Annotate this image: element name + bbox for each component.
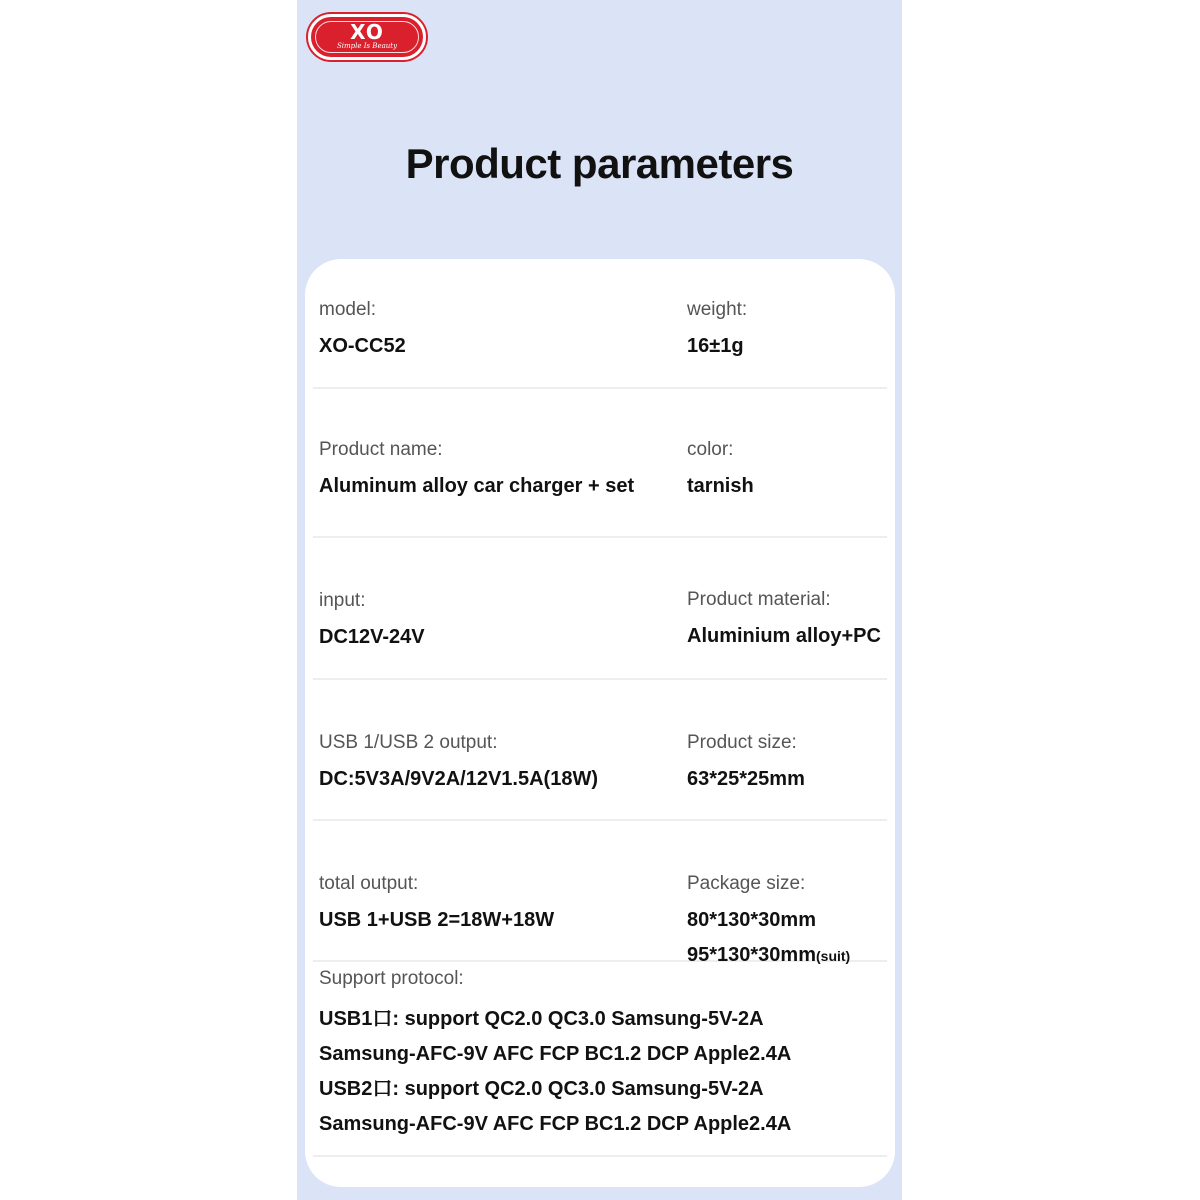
param-weight [687, 299, 907, 358]
param-value-suit-size: 95*130*30mm [687, 944, 816, 966]
param-label: Product size: [687, 732, 797, 753]
logo-tagline: Simple Is Beauty [336, 42, 398, 50]
param-product-size [687, 732, 907, 791]
protocol-line: Samsung-AFC-9V AFC FCP BC1.2 DCP Apple2.4A [319, 1113, 792, 1135]
param-color [687, 439, 907, 498]
param-value-suit [687, 943, 907, 968]
param-row-input [313, 538, 887, 680]
parameters-card [305, 259, 895, 1187]
param-value: Aluminum alloy car charger + set [319, 475, 635, 497]
param-value: DC:5V3A/9V2A/12V1.5A(18W) [319, 768, 598, 790]
param-total-output [319, 873, 679, 932]
protocol-line: USB1口: support QC2.0 QC3.0 Samsung-5V-2A [319, 1008, 764, 1030]
param-label: weight: [687, 299, 748, 320]
param-label: USB 1/USB 2 output: [319, 732, 498, 753]
protocol-line: USB2口: support QC2.0 QC3.0 Samsung-5V-2A [319, 1078, 764, 1100]
suit-note: (suit) [816, 948, 851, 964]
param-value: USB 1+USB 2=18W+18W [319, 909, 555, 931]
param-label: model: [319, 299, 377, 320]
param-package-size [687, 873, 907, 968]
protocol-label: Support protocol: [319, 968, 464, 989]
param-label: Product name: [319, 439, 443, 460]
param-label: color: [687, 439, 734, 460]
protocol-line: Samsung-AFC-9V AFC FCP BC1.2 DCP Apple2.4A [319, 1043, 792, 1065]
param-row-total [313, 821, 887, 966]
page-title: Product parameters [405, 140, 794, 187]
param-value: 80*130*30mm [687, 909, 816, 931]
param-label: Package size: [687, 873, 806, 894]
param-product-name [319, 439, 679, 498]
support-protocol [319, 968, 879, 1142]
param-input [319, 590, 679, 649]
xo-logo [308, 14, 426, 60]
param-label: total output: [319, 873, 419, 894]
param-value: tarnish [687, 475, 754, 497]
param-value: Aluminium alloy+PC [687, 625, 881, 647]
bottom-divider [313, 1155, 887, 1157]
param-material [687, 589, 907, 648]
param-model [319, 299, 679, 358]
logo-mark: XO [350, 20, 384, 44]
param-value: XO-CC52 [319, 335, 406, 357]
param-label: input: [319, 590, 366, 611]
param-row-output [313, 680, 887, 821]
param-row-name [313, 389, 887, 538]
param-row-model [313, 259, 887, 389]
param-label: Product material: [687, 589, 831, 610]
param-value: 63*25*25mm [687, 768, 805, 790]
param-value: DC12V-24V [319, 626, 425, 648]
param-value: 16±1g [687, 335, 744, 357]
param-usb-output [319, 732, 679, 791]
